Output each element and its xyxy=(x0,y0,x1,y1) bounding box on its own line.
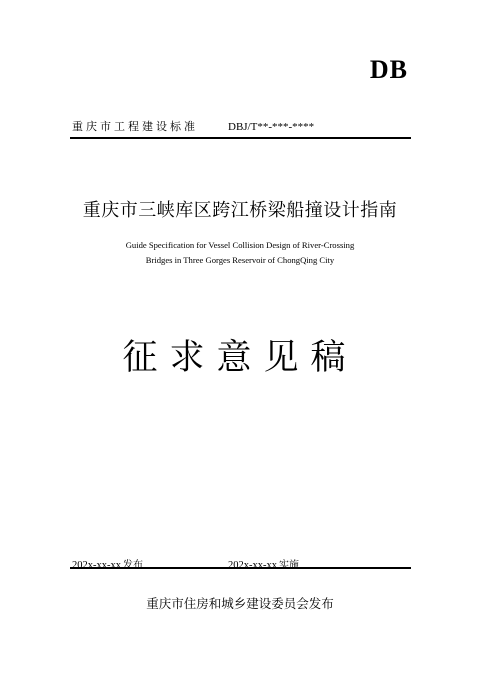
english-title-line-2: Bridges in Three Gorges Reservoir of ChongQing City xyxy=(145,254,335,265)
db-standard-mark: DB xyxy=(369,55,408,84)
document-title-english xyxy=(0,238,480,267)
header-divider xyxy=(70,137,411,139)
draft-status-title: 征求意见稿 xyxy=(122,338,358,378)
standard-header xyxy=(72,118,314,134)
standard-type-label: 重庆市工程建设标准 xyxy=(72,120,198,133)
footer-divider xyxy=(70,567,411,569)
implement-date-value: 202x-xx-xx xyxy=(228,560,277,571)
issuing-authority: 重庆市住房和城乡建设委员会发布 xyxy=(146,596,334,611)
implement-date-label: 实施 xyxy=(279,560,299,571)
publish-date-label: 发布 xyxy=(123,560,143,571)
publish-date-value: 202x-xx-xx xyxy=(72,560,121,571)
english-title-line-1: Guide Specification for Vessel Collision Design of River-Crossing xyxy=(125,240,355,250)
document-title-chinese: 重庆市三峡库区跨江桥梁船撞设计指南 xyxy=(82,200,398,221)
standard-code: DBJ/T**-***-**** xyxy=(228,121,315,133)
